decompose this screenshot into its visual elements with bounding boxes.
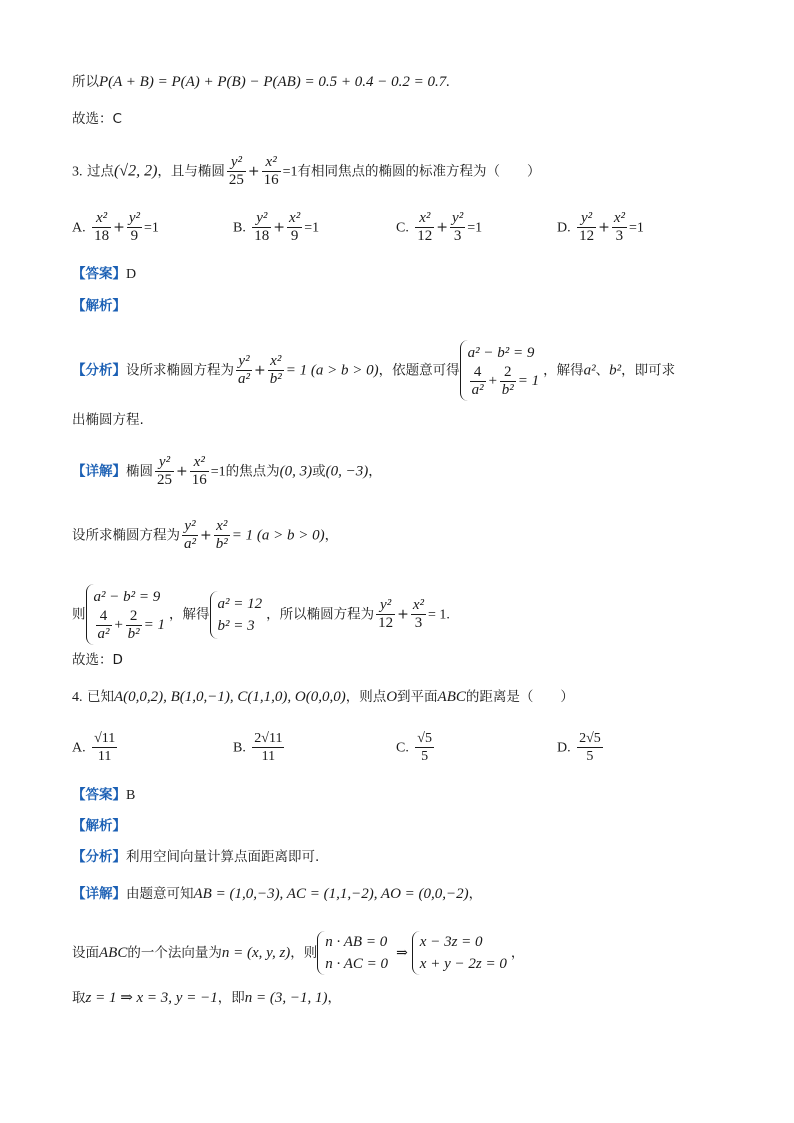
q4-number: 4. [72,690,83,705]
formula: P(A + B) = P(A) + P(B) − P(AB) = 0.5 + 0.4 − 0.2 = 0.7. [99,74,451,90]
label: C. [396,740,409,756]
point: (√2, 2) [113,162,158,180]
text: 过点 [86,163,114,180]
xiangjie-tag: 【详解】 [72,886,126,902]
solution-system: a² = 12 b² = 3 [210,591,267,639]
fenxi-tag: 【分析】 [72,362,126,379]
text: 的一个法向量为 [127,945,222,961]
text: 则 [72,606,86,623]
q3-stem: 3. 过点(√2, 2)，且与椭圆 $\frac{\text{y²}}{25}$ + $\frac{\text{x²}}{16}$ =1有相同焦点的椭圆的标准方程为（ ） [72,154,541,188]
label: D. [557,740,571,756]
fraction: $\frac{\text{y²}}{12}$ [378,597,394,631]
text: ，解得 [169,606,210,623]
fraction: $\frac{\text{y²}}{25}$ [228,154,244,188]
text: ，且与椭圆 [157,163,225,180]
label: B. [233,220,246,236]
fraction: $\frac{\text{x²}}{18}$ [94,210,110,244]
q4-option-a[interactable] [72,730,119,765]
text: 有相同焦点的椭圆的标准方程为（ ） [297,163,541,180]
text: ，即 [217,990,245,1006]
q3-number: 3. [72,164,83,180]
q3-xiangjie-2: 设所求椭圆方程为 $\frac{\text{y²}}{\text{a²}}$ + $\frac{\text{x²}}{\text{b²}}$ = 1 (a > b > 0)， [72,518,339,552]
q4-xiangjie-1 [72,884,482,904]
text: 设面 [72,945,99,961]
text: 由题意可知 [126,886,194,902]
text: ， [327,990,341,1006]
text: 已知 [86,689,114,705]
text: 的焦点为 [225,463,280,480]
fraction: $\frac{\text{x²}}{16}$ [191,454,207,488]
answer-value: D [126,267,137,282]
q4-option-b[interactable] [233,730,286,765]
xiangjie-tag: 【详解】 [72,463,126,480]
text: ，解得 [543,362,584,379]
text: ，所以椭圆方程为 [266,606,375,623]
fraction: $\frac{\text{x²}}{3}$ [613,210,625,244]
fraction: $\frac{\text{y²}}{3}$ [452,210,464,244]
fraction: $\frac{\text{x²}}{3}$ [412,597,425,631]
q4-stem: 4. 已知A(0,0,2), B(1,0,−1), C(1,1,0), O(0,0,0)，则点O到平面ABC的距离是（ ） [72,689,574,705]
fraction: $\frac{2√5}{5}$ [579,731,601,764]
fraction: $\frac{\text{x²}}{\text{b²}}$ [215,518,228,552]
equation-system: a² − b² = 9 $\frac{4}{\text{a²}}$ + $\frac{2}{\text{b²}}$ = 1 [460,340,544,401]
fraction: $\frac{√11}{11}$ [94,731,116,764]
text: 利用空间向量计算点面距离即可. [126,849,320,865]
fraction: $\frac{\text{x²}}{9}$ [289,210,301,244]
equation-system: n · AB = 0 n · AC = 0 [317,931,392,975]
q3-option-c[interactable]: C. $\frac{\text{x²}}{12}$ + $\frac{\text{y²}}{3}$ =1 [396,210,483,244]
q3-xiangjie-1: 【详解】椭圆 $\frac{\text{y²}}{25}$ + $\frac{\text{x²}}{16}$ =1的焦点为(0, 3)或(0, −3)， [72,454,382,488]
q3-option-a[interactable]: A. $\frac{\text{x²}}{18}$ + $\frac{\text{y²}}{9}$ =1 [72,210,159,244]
text: ，则点 [345,689,387,705]
q3-fenxi-cont: 出椭圆方程. [72,412,144,428]
answer-value: B [126,788,136,803]
fenxi-tag: 【分析】 [72,849,126,865]
fraction: $\frac{\text{x²}}{16}$ [263,154,279,188]
fraction: $\frac{√5}{5}$ [417,731,432,764]
q3-analysis-tag: 【解析】 [72,298,126,314]
text: ， [324,527,339,544]
text: ，依题意可得 [378,362,460,379]
q4-option-d[interactable] [557,730,605,765]
q4-xiangjie-3 [72,988,341,1008]
label: A. [72,220,86,236]
formula: z = 1 ⇒ x = 3, y = −1 [85,990,218,1006]
text: . [446,607,450,623]
answer-tag: 【答案】 [72,787,126,803]
text: 设所求椭圆方程为 [126,362,234,379]
q4-option-c[interactable] [396,730,436,765]
q3-option-b[interactable]: B. $\frac{\text{y²}}{18}$ + $\frac{\text{x²}}{9}$ =1 [233,210,320,244]
fraction: $\frac{2√11}{11}$ [254,731,283,764]
prev-answer: 故选：C [72,111,122,127]
text: ，则 [290,945,318,961]
q3-answer [72,264,136,285]
normal-vector: n = (3, −1, 1) [244,990,328,1006]
text: 所以 [72,74,99,90]
text: ， [368,463,382,480]
vectors: AB = (1,0,−3), AC = (1,1,−2), AO = (0,0,−2) [193,886,469,902]
q3-final: 故选：D [72,652,123,668]
q3-option-d[interactable]: D. $\frac{\text{y²}}{12}$ + $\frac{\text{x²}}{3}$ =1 [557,210,644,244]
text: ， [468,886,483,902]
text: 的距离是（ ） [465,689,574,705]
equation-system-2: x − 3z = 0 x + y − 2z = 0 [412,931,511,975]
q3-xiangjie-3: 则 a² − b² = 9 $\frac{4}{\text{a²}}$ + $\frac{2}{\text{b²}}$ = 1 ，解得 a² = 12 b² = 3 ，所以椭圆方程为 $\frac{\text{y²}}{12}$ + $\frac{\text{x²}}{3}$ = 1. [72,584,450,645]
q4-analysis-tag: 【解析】 [72,818,126,834]
text: 或 [312,463,326,480]
label: B. [233,740,246,756]
fraction: $\frac{\text{x²}}{12}$ [417,210,433,244]
equation-system: a² − b² = 9 $\frac{4}{\text{a²}}$ + $\frac{2}{\text{b²}}$ = 1 [86,584,170,645]
text: 、 [595,362,610,379]
points: A(0,0,2), B(1,0,−1), C(1,1,0), O(0,0,0) [113,689,346,705]
answer-tag: 【答案】 [72,266,126,282]
label: D. [557,220,571,236]
text: 设所求椭圆方程为 [72,527,180,544]
text: 到平面 [397,689,438,705]
label: C. [396,220,409,236]
normal-vector: n = (x, y, z) [221,945,291,961]
fraction: $\frac{\text{y²}}{\text{a²}}$ [184,518,196,552]
text: ， [510,945,525,961]
fraction: $\frac{\text{y²}}{9}$ [128,210,140,244]
q4-answer [72,785,135,806]
text: ，即可求 [621,362,676,379]
q4-fenxi [72,847,319,867]
fraction: $\frac{\text{y²}}{25}$ [157,454,172,488]
label: A. [72,740,86,756]
text: 椭圆 [126,463,153,480]
q3-fenxi: 【分析】设所求椭圆方程为 $\frac{\text{y²}}{\text{a²}}$ + $\frac{\text{x²}}{\text{b²}}$ = 1 (a > b > 0)，依题意可得 a² − b² = 9 $\frac{4}{\text{a²}}$ + $\frac{2}{\text{b²}}$ = 1 ，解得a²、b²，即可求 [72,340,675,401]
text: 取 [72,990,86,1006]
prev-formula-line [72,72,450,92]
fraction: $\frac{\text{x²}}{\text{b²}}$ [269,353,282,387]
q4-xiangjie-2: 设面ABC的一个法向量为n = (x, y, z)，则 n · AB = 0 n · AC = 0 ⇒ x − 3z = 0 x + y − 2z = 0 ， [72,931,524,975]
fraction: $\frac{\text{y²}}{\text{a²}}$ [238,353,250,387]
fraction: $\frac{\text{y²}}{12}$ [579,210,595,244]
fraction: $\frac{\text{y²}}{18}$ [254,210,270,244]
